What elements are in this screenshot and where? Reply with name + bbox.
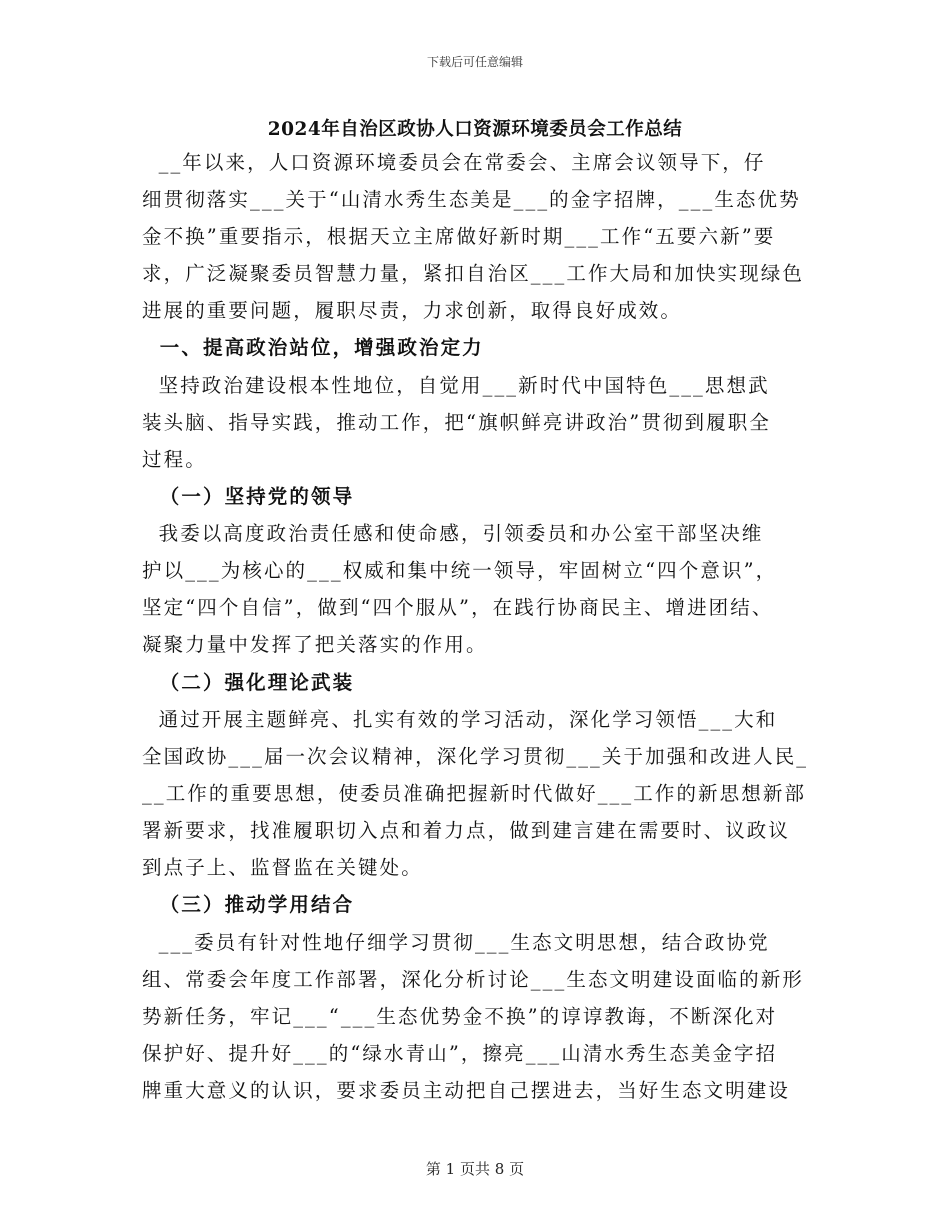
body-line: 护以___为核心的___权威和集中统一领导，牢固树立“四个意识”， xyxy=(142,559,778,582)
body-line: 过程。 xyxy=(142,448,207,471)
body-line: 凝聚力量中发挥了把关落实的作用。 xyxy=(142,633,488,656)
body-line: 我委以高度政治责任感和使命感，引领委员和办公室干部坚决维 xyxy=(142,522,764,545)
section-heading: 一、提高政治站位，增强政治定力 xyxy=(142,336,484,359)
body-line: 求，广泛凝聚委员智慧力量，紧扣自治区___工作大局和加快实现绿色 xyxy=(142,262,804,285)
body-line: 保护好、提升好___的“绿水青山”，擦亮___山清水秀生态美金字招 xyxy=(142,1042,778,1065)
body-line: 通过开展主题鲜亮、扎实有效的学习活动，深化学习领悟___大和 xyxy=(142,708,778,731)
body-line: 牌重大意义的认识，要求委员主动把自己摆进去，当好生态文明建设 xyxy=(142,1079,791,1102)
body-line: __工作的重要思想，使委员准确把握新时代做好___工作的新思想新部 xyxy=(142,782,807,805)
page-header-note: 下载后可任意编辑 xyxy=(426,55,523,69)
body-line: 进展的重要问题，履职尽责，力求创新，取得良好成效。 xyxy=(142,299,683,322)
body-line: 细贯彻落实___关于“山清水秀生态美是___的金字招牌，___生态优势 xyxy=(142,188,801,211)
body-line: 组、常委会年度工作部署，深化分析讨论___生态文明建设面临的新形 xyxy=(142,968,804,991)
body-line: 坚持政治建设根本性地位，自觉用___新时代中国特色___思想武 xyxy=(142,374,770,397)
body-line: 署新要求，找准履职切入点和着力点，做到建言建在需要时、议政议 xyxy=(142,819,791,842)
subsection-heading: （二）强化理论武装 xyxy=(142,671,355,694)
body-line: 到点子上、监督监在关键处。 xyxy=(142,856,423,879)
body-line: 全国政协___届一次会议精神，深化学习贯彻___关于加强和改进人民_ xyxy=(142,745,809,768)
body-line: 坚定“四个自信”，做到“四个服从”，在践行协商民主、增进团结、 xyxy=(142,596,774,619)
subsection-heading: （三）推动学用结合 xyxy=(142,893,355,916)
document-title: 2024年自治区政协人口资源环境委员会工作总结 xyxy=(267,119,683,140)
body-line: 势新任务，牢记___“___生态优势金不换”的谆谆教诲，不断深化对 xyxy=(142,1005,778,1028)
body-line: __年以来，人口资源环境委员会在常委会、主席会议领导下，仔 xyxy=(142,151,766,174)
body-line: 金不换”重要指示，根据天立主席做好新时期___工作“五要六新”要 xyxy=(142,225,776,248)
page-number: 第 1 页共 8 页 xyxy=(425,1160,525,1178)
body-line: 装头脑、指导实践，推动工作，把“旗帜鲜亮讲政治”贯彻到履职全 xyxy=(142,411,771,434)
subsection-heading: （一）坚持党的领导 xyxy=(142,485,355,508)
body-line: ___委员有针对性地仔细学习贯彻___生态文明思想，结合政协党 xyxy=(142,931,770,954)
